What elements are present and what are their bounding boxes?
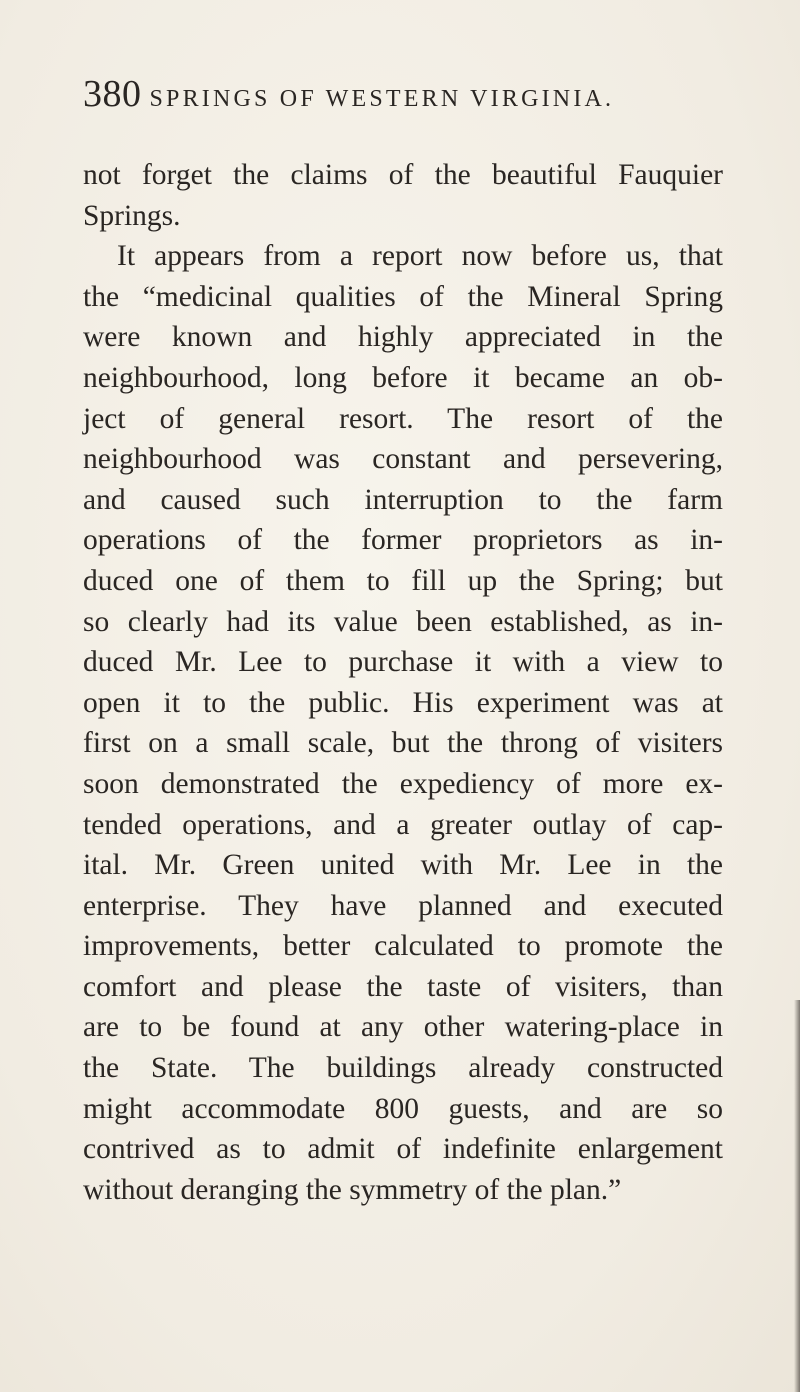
text-line: so clearly had its value been established, as in- bbox=[83, 605, 723, 638]
text-line: neighbourhood, long before it became an ob- bbox=[83, 361, 723, 394]
text-line: It appears from a report now before us, that bbox=[117, 240, 723, 273]
text-line: ital. Mr. Green united with Mr. Lee in the bbox=[83, 849, 723, 882]
text-line: soon demonstrated the expediency of more ex- bbox=[83, 767, 723, 800]
text-line: ject of general resort. The resort of the bbox=[83, 402, 723, 435]
text-line: duced Mr. Lee to purchase it with a view to bbox=[83, 646, 723, 679]
text-line: first on a small scale, but the throng of visiters bbox=[83, 727, 723, 760]
text-line: the “medicinal qualities of the Mineral Spring bbox=[83, 280, 723, 313]
text-line: not forget the claims of the beautiful Fauquier bbox=[83, 159, 723, 191]
page-binding-shadow bbox=[794, 1000, 800, 1392]
text-line: neighbourhood was constant and persevering, bbox=[83, 443, 723, 476]
text-line: tended operations, and a greater outlay of cap- bbox=[83, 808, 723, 841]
text-line: operations of the former proprietors as in- bbox=[83, 524, 723, 557]
text-line: comfort and please the taste of visiters, than bbox=[83, 970, 723, 1003]
text-line: might accommodate 800 guests, and are so bbox=[83, 1092, 723, 1125]
text-line: were known and highly appreciated in the bbox=[83, 321, 723, 354]
text-line: duced one of them to fill up the Spring; but bbox=[83, 564, 723, 597]
text-line: without deranging the symmetry of the plan.” bbox=[83, 1173, 622, 1206]
text-line: the State. The buildings already constructed bbox=[83, 1052, 723, 1085]
page-header bbox=[83, 72, 614, 116]
text-line: improvements, better calculated to promote the bbox=[83, 930, 723, 963]
text-line: contrived as to admit of indefinite enlargement bbox=[83, 1133, 723, 1166]
text-line: open it to the public. His experiment was at bbox=[83, 686, 723, 719]
text-line: are to be found at any other watering-place in bbox=[83, 1011, 723, 1044]
text-line: enterprise. They have planned and executed bbox=[83, 889, 723, 922]
body-text bbox=[83, 155, 723, 1210]
text-line: and caused such interruption to the farm bbox=[83, 483, 723, 516]
running-title: SPRINGS OF WESTERN VIRGINIA. bbox=[149, 86, 615, 112]
text-line: Springs. bbox=[83, 199, 181, 232]
page-number: 380 bbox=[83, 73, 142, 115]
